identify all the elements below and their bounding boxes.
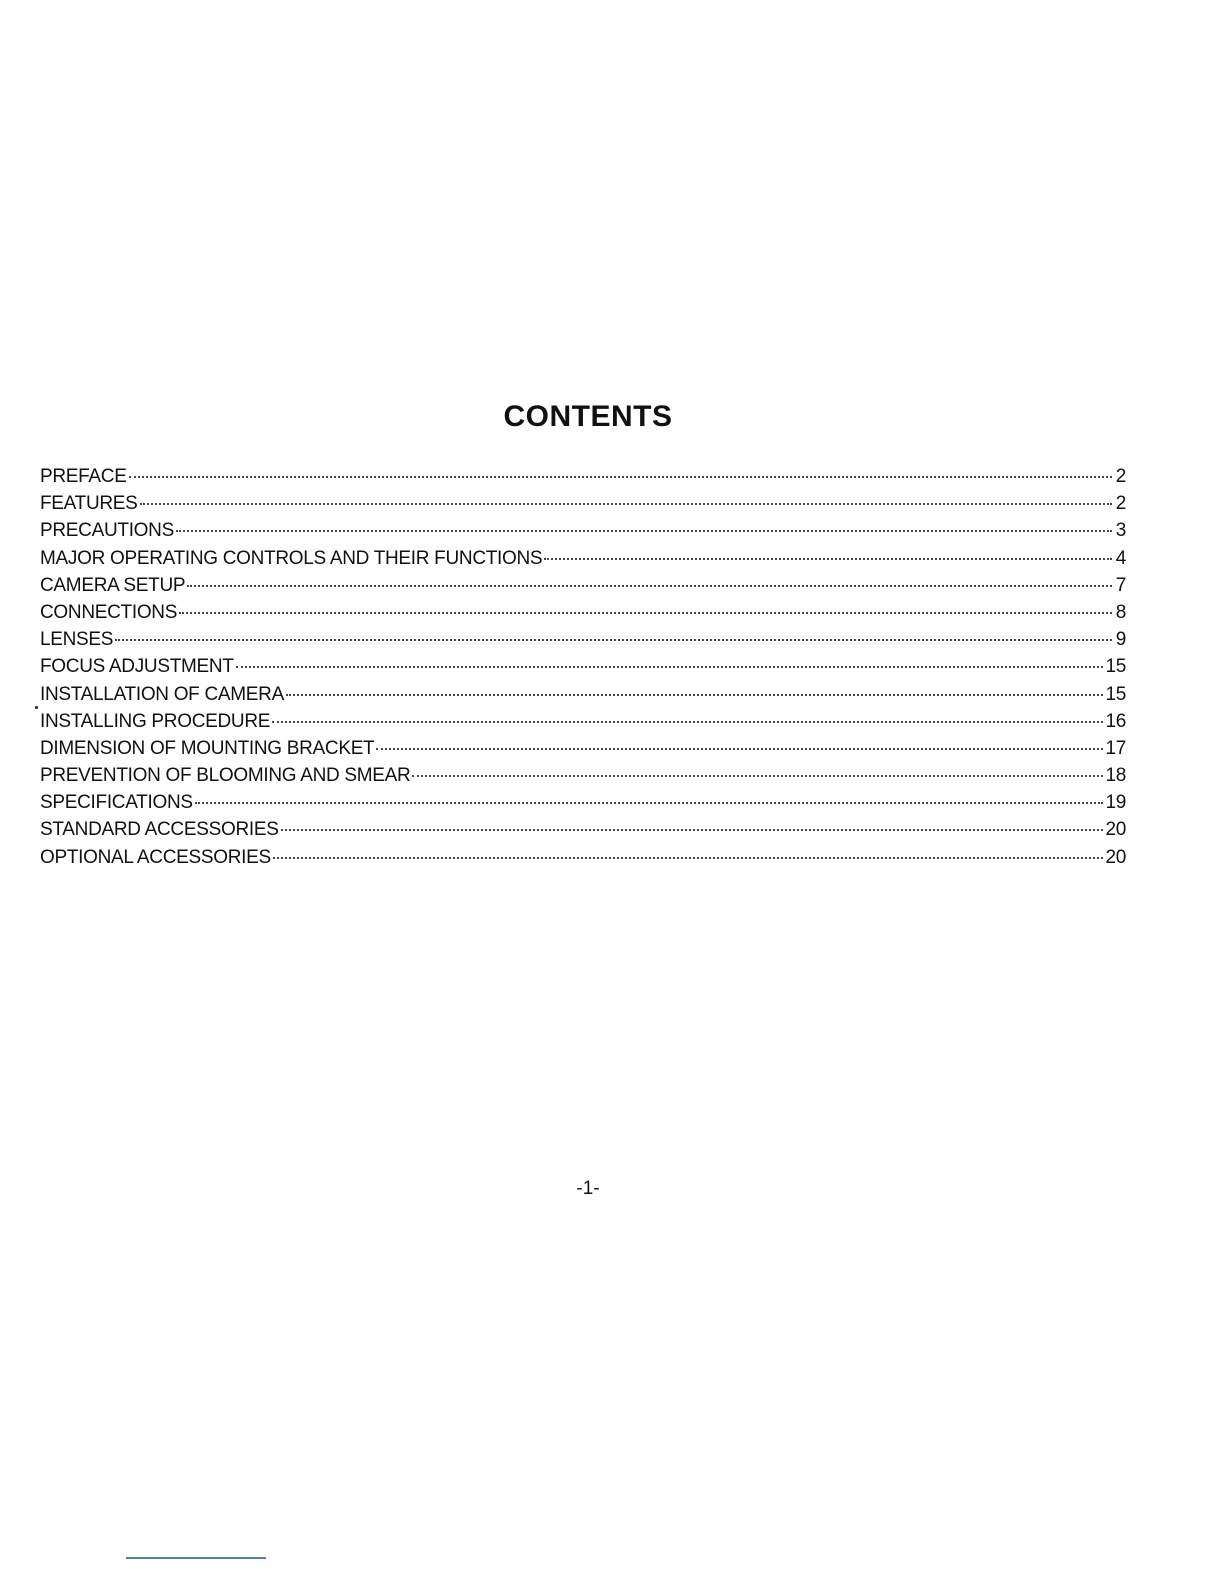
- toc-entry-page: 8: [1115, 601, 1126, 623]
- toc-leader-dots: [187, 585, 1112, 587]
- toc-leader-dots: [273, 857, 1104, 859]
- toc-entry-precautions[interactable]: [40, 520, 1126, 547]
- toc-entry-page: 2: [1115, 466, 1126, 487]
- toc-leader-dots: [272, 721, 1103, 723]
- toc-entry-page: 3: [1115, 520, 1126, 542]
- toc-entry-label: PREFACE: [40, 466, 127, 487]
- toc-entry-page: 20: [1105, 819, 1126, 841]
- toc-entry-label: INSTALLATION OF CAMERA: [40, 683, 284, 705]
- toc-entry-label: MAJOR OPERATING CONTROLS AND THEIR FUNCTIONS: [40, 547, 543, 569]
- toc-entry-page: 16: [1105, 710, 1126, 732]
- toc-leader-dots: [129, 476, 1112, 478]
- table-of-contents: [40, 466, 1126, 874]
- toc-leader-dots: [115, 639, 1112, 641]
- toc-leader-dots: [376, 748, 1103, 750]
- toc-leader-dots: [281, 829, 1104, 831]
- toc-entry-camera-setup[interactable]: [40, 575, 1126, 602]
- toc-entry-label: INSTALLING PROCEDURE: [40, 710, 271, 732]
- toc-entry-page: 20: [1105, 846, 1126, 868]
- toc-entry-focus-adjustment[interactable]: [40, 656, 1126, 683]
- toc-entry-label: OPTIONAL ACCESSORIES: [40, 846, 271, 868]
- toc-entry-label: DIMENSION OF MOUNTING BRACKET: [40, 737, 375, 759]
- toc-entry-features[interactable]: [40, 493, 1126, 520]
- toc-entry-major-operating-controls[interactable]: [40, 548, 1126, 575]
- toc-entry-label: SPECIFICATIONS: [40, 792, 193, 814]
- toc-entry-label: STANDARD ACCESSORIES: [40, 819, 279, 841]
- toc-leader-dots: [236, 666, 1104, 668]
- toc-leader-dots: [140, 503, 1112, 505]
- scan-speck: [35, 706, 38, 709]
- toc-entry-page: 2: [1115, 493, 1126, 515]
- toc-entry-page: 9: [1115, 629, 1126, 651]
- toc-leader-dots: [286, 694, 1103, 696]
- page-number: -1-: [576, 1178, 600, 1199]
- page-title: CONTENTS: [503, 400, 673, 433]
- toc-entry-page: 17: [1105, 737, 1126, 759]
- toc-entry-installing-procedure[interactable]: [40, 711, 1126, 738]
- toc-leader-dots: [412, 775, 1103, 777]
- toc-leader-dots: [179, 612, 1112, 614]
- toc-leader-dots: [195, 802, 1104, 804]
- toc-entry-label: FOCUS ADJUSTMENT: [40, 656, 234, 678]
- toc-entry-label: PRECAUTIONS: [40, 520, 174, 542]
- toc-entry-optional-accessories[interactable]: [40, 847, 1126, 874]
- toc-entry-lenses[interactable]: [40, 629, 1126, 656]
- toc-entry-page: 15: [1105, 683, 1126, 705]
- footer-rule: [126, 1557, 266, 1559]
- toc-entry-installation-of-camera[interactable]: [40, 684, 1126, 711]
- toc-leader-dots: [176, 530, 1112, 532]
- toc-entry-page: 19: [1105, 792, 1126, 814]
- toc-entry-standard-accessories[interactable]: [40, 819, 1126, 846]
- toc-entry-label: FEATURES: [40, 493, 138, 515]
- toc-entry-connections[interactable]: [40, 602, 1126, 629]
- toc-entry-label: CAMERA SETUP: [40, 574, 186, 596]
- toc-entry-preface[interactable]: [40, 466, 1126, 493]
- toc-entry-page: 4: [1115, 547, 1126, 569]
- toc-leader-dots: [544, 558, 1112, 560]
- toc-entry-page: 15: [1105, 656, 1126, 678]
- toc-entry-label: PREVENTION OF BLOOMING AND SMEAR: [40, 765, 411, 787]
- toc-entry-page: 7: [1115, 574, 1126, 596]
- toc-entry-prevention-of-blooming[interactable]: [40, 765, 1126, 792]
- toc-entry-page: 18: [1105, 765, 1126, 787]
- toc-entry-dimension-of-mounting-bracket[interactable]: [40, 738, 1126, 765]
- toc-entry-label: CONNECTIONS: [40, 601, 178, 623]
- toc-entry-label: LENSES: [40, 629, 114, 651]
- toc-entry-specifications[interactable]: [40, 792, 1126, 819]
